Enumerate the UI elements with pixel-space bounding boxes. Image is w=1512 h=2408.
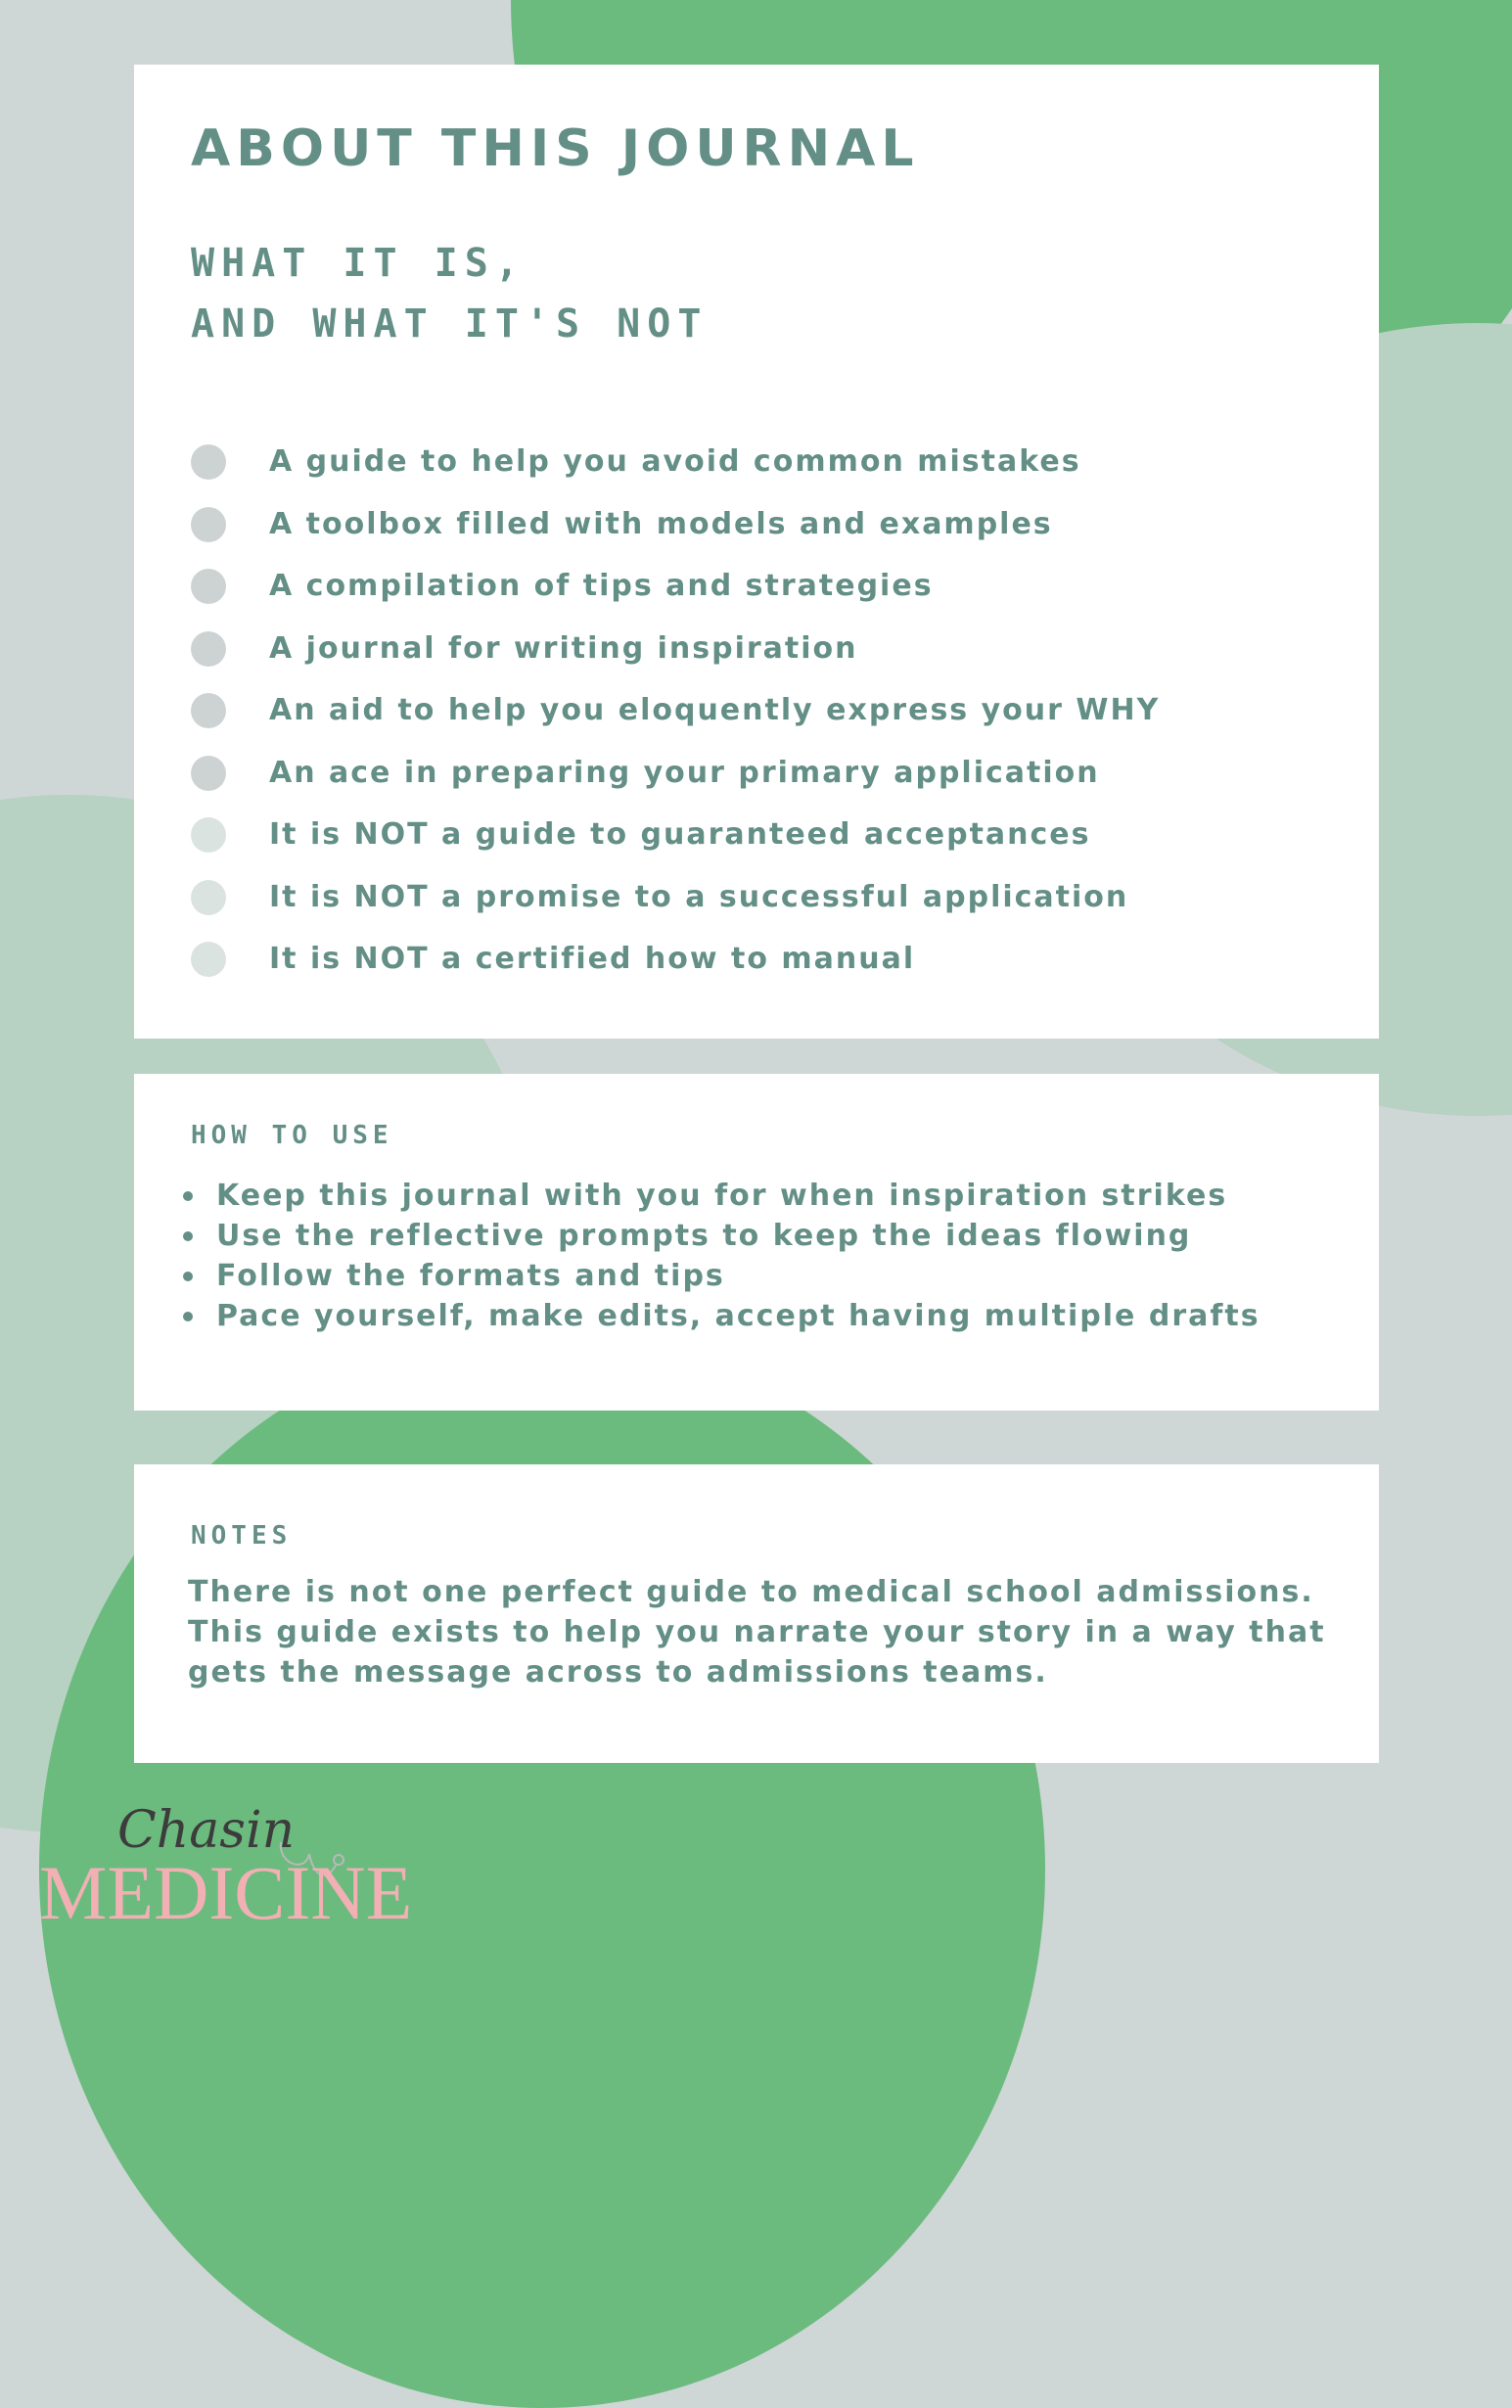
how-to-use-card (134, 1074, 1379, 1411)
logo-script-text: Chasin (117, 1801, 296, 1860)
bullet-icon (183, 1191, 193, 1201)
checklist-item-label: An aid to help you eloquently express your WHY (269, 693, 1161, 727)
list-item-label: Keep this journal with you for when inspiration strikes (216, 1179, 1228, 1213)
checklist-item-label: A journal for writing inspiration (269, 630, 858, 666)
circle-icon (191, 631, 226, 667)
section-heading: NOTES (191, 1521, 293, 1551)
checklist-item (191, 691, 1160, 754)
subtitle-line: WHAT IT IS, (191, 241, 526, 286)
bullet-icon (183, 1231, 193, 1241)
checklist-item-label: A guide to help you avoid common mistakes (269, 444, 1081, 479)
circle-icon (191, 569, 226, 604)
circle-icon (191, 507, 226, 542)
notes-line: gets the message across to admissions teams. (188, 1655, 1048, 1690)
about-card (134, 65, 1379, 1039)
about-checklist (191, 442, 1160, 1002)
page-title: ABOUT THIS JOURNAL (191, 119, 920, 178)
checklist-item (191, 815, 1160, 878)
bullet-icon (183, 1312, 193, 1321)
circle-icon (191, 880, 226, 915)
list-item (183, 1256, 1260, 1296)
logo-main-text: MEDICINE (39, 1850, 413, 1935)
checklist-item (191, 940, 1160, 1002)
list-item-label: Follow the formats and tips (216, 1259, 725, 1293)
checklist-item (191, 878, 1160, 941)
circle-icon (191, 942, 226, 977)
checklist-item-label: An ace in preparing your primary application (269, 755, 1100, 790)
list-item-label: Use the reflective prompts to keep the ideas flowing (216, 1219, 1192, 1253)
notes-card (134, 1464, 1379, 1763)
checklist-item (191, 505, 1160, 568)
circle-icon (191, 756, 226, 791)
page-subtitle (191, 233, 708, 354)
checklist-item (191, 567, 1160, 629)
checklist-item (191, 754, 1160, 816)
how-to-use-list (183, 1176, 1260, 1336)
chasin-medicine-logo (39, 1801, 413, 1938)
checklist-item-label: It is NOT a guide to guaranteed acceptances (269, 817, 1091, 852)
list-item (183, 1296, 1260, 1336)
notes-line: There is not one perfect guide to medical school admissions. (188, 1575, 1314, 1609)
checklist-item (191, 442, 1160, 505)
circle-icon (191, 693, 226, 728)
list-item (183, 1176, 1260, 1216)
checklist-item-label: It is NOT a certified how to manual (269, 942, 916, 976)
checklist-item-label: A toolbox filled with models and examples (269, 506, 1053, 541)
circle-icon (191, 817, 226, 853)
subtitle-line: AND WHAT IT'S NOT (191, 301, 709, 347)
list-item-label: Pace yourself, make edits, accept having multiple drafts (216, 1299, 1260, 1333)
section-heading: HOW TO USE (191, 1121, 393, 1150)
checklist-item-label: A compilation of tips and strategies (269, 569, 934, 603)
notes-line: This guide exists to help you narrate your story in a way that (188, 1615, 1326, 1649)
list-item (183, 1216, 1260, 1256)
circle-icon (191, 444, 226, 480)
bullet-icon (183, 1272, 193, 1281)
notes-paragraph (188, 1572, 1326, 1692)
checklist-item (191, 629, 1160, 692)
checklist-item-label: It is NOT a promise to a successful application (269, 879, 1129, 914)
